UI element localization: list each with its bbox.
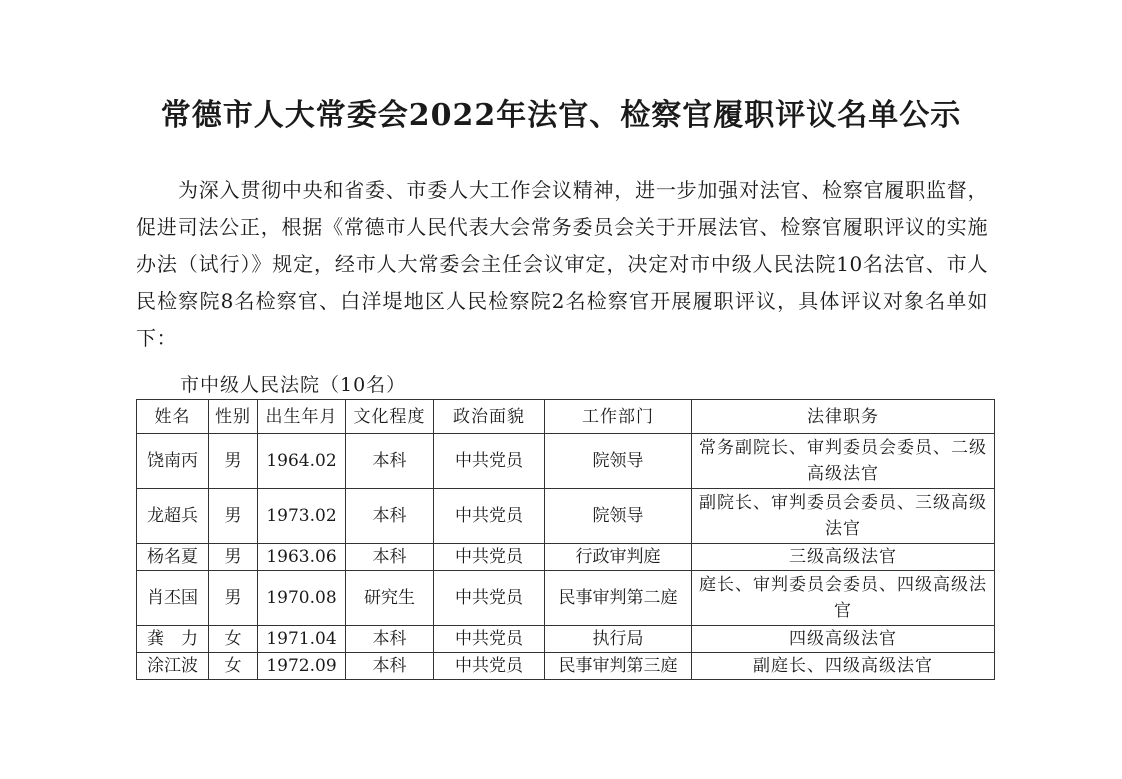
cell-birth: 1972.09 [258, 653, 346, 680]
cell-name: 龙超兵 [137, 489, 209, 544]
table-row [137, 653, 995, 680]
cell-political: 中共党员 [434, 489, 545, 544]
header-duty: 法律职务 [692, 400, 995, 434]
cell-gender: 男 [209, 489, 258, 544]
table-row [137, 434, 995, 489]
cell-gender: 女 [209, 626, 258, 653]
header-political: 政治面貌 [434, 400, 545, 434]
cell-political: 中共党员 [434, 571, 545, 626]
header-education: 文化程度 [346, 400, 434, 434]
cell-dept: 执行局 [545, 626, 692, 653]
cell-political: 中共党员 [434, 544, 545, 571]
cell-education: 本科 [346, 544, 434, 571]
cell-duty: 三级高级法官 [692, 544, 995, 571]
cell-duty: 常务副院长、审判委员会委员、二级高级法官 [692, 434, 995, 489]
table-row [137, 544, 995, 571]
table-row [137, 489, 995, 544]
cell-birth: 1970.08 [258, 571, 346, 626]
table-header-row [137, 400, 995, 434]
cell-political: 中共党员 [434, 626, 545, 653]
cell-dept: 行政审判庭 [545, 544, 692, 571]
cell-birth: 1971.04 [258, 626, 346, 653]
cell-birth: 1964.02 [258, 434, 346, 489]
cell-dept: 民事审判第二庭 [545, 571, 692, 626]
header-gender: 性别 [209, 400, 258, 434]
cell-birth: 1963.06 [258, 544, 346, 571]
intro-paragraph: 为深入贯彻中央和省委、市委人大工作会议精神，进一步加强对法官、检察官履职监督，促进司法公正，根据《常德市人民代表大会常务委员会关于开展法官、检察官履职评议的实施办法（试行）》规定，经市人大常委会主任会议审定，决定对市中级人民法院10名法官、市人民检察院8名检察官、白洋堤地区人民检察院2名检察官开展履职评议，具体评议对象名单如下： [136, 178, 988, 350]
cell-name: 杨名夏 [137, 544, 209, 571]
cell-education: 本科 [346, 653, 434, 680]
cell-name: 饶南丙 [137, 434, 209, 489]
cell-education: 本科 [346, 489, 434, 544]
cell-birth: 1973.02 [258, 489, 346, 544]
cell-political: 中共党员 [434, 434, 545, 489]
cell-dept: 院领导 [545, 489, 692, 544]
cell-education: 本科 [346, 434, 434, 489]
cell-gender: 男 [209, 544, 258, 571]
cell-education: 本科 [346, 626, 434, 653]
cell-gender: 女 [209, 653, 258, 680]
header-birth: 出生年月 [258, 400, 346, 434]
cell-duty: 庭长、审判委员会委员、四级高级法官 [692, 571, 995, 626]
table-row [137, 626, 995, 653]
section-heading: 市中级人民法院（10名） [180, 374, 407, 396]
cell-dept: 民事审判第三庭 [545, 653, 692, 680]
cell-duty: 四级高级法官 [692, 626, 995, 653]
header-name: 姓名 [137, 400, 209, 434]
cell-gender: 男 [209, 434, 258, 489]
header-dept: 工作部门 [545, 400, 692, 434]
cell-name: 涂江波 [137, 653, 209, 680]
personnel-table [136, 399, 995, 680]
cell-duty: 副庭长、四级高级法官 [692, 653, 995, 680]
cell-name: 龚 力 [137, 626, 209, 653]
cell-duty: 副院长、审判委员会委员、三级高级法官 [692, 489, 995, 544]
table-row [137, 571, 995, 626]
document-title: 常德市人大常委会2022年法官、检察官履职评议名单公示 [160, 98, 962, 133]
cell-dept: 院领导 [545, 434, 692, 489]
cell-gender: 男 [209, 571, 258, 626]
cell-political: 中共党员 [434, 653, 545, 680]
cell-name: 肖丕国 [137, 571, 209, 626]
cell-education: 研究生 [346, 571, 434, 626]
